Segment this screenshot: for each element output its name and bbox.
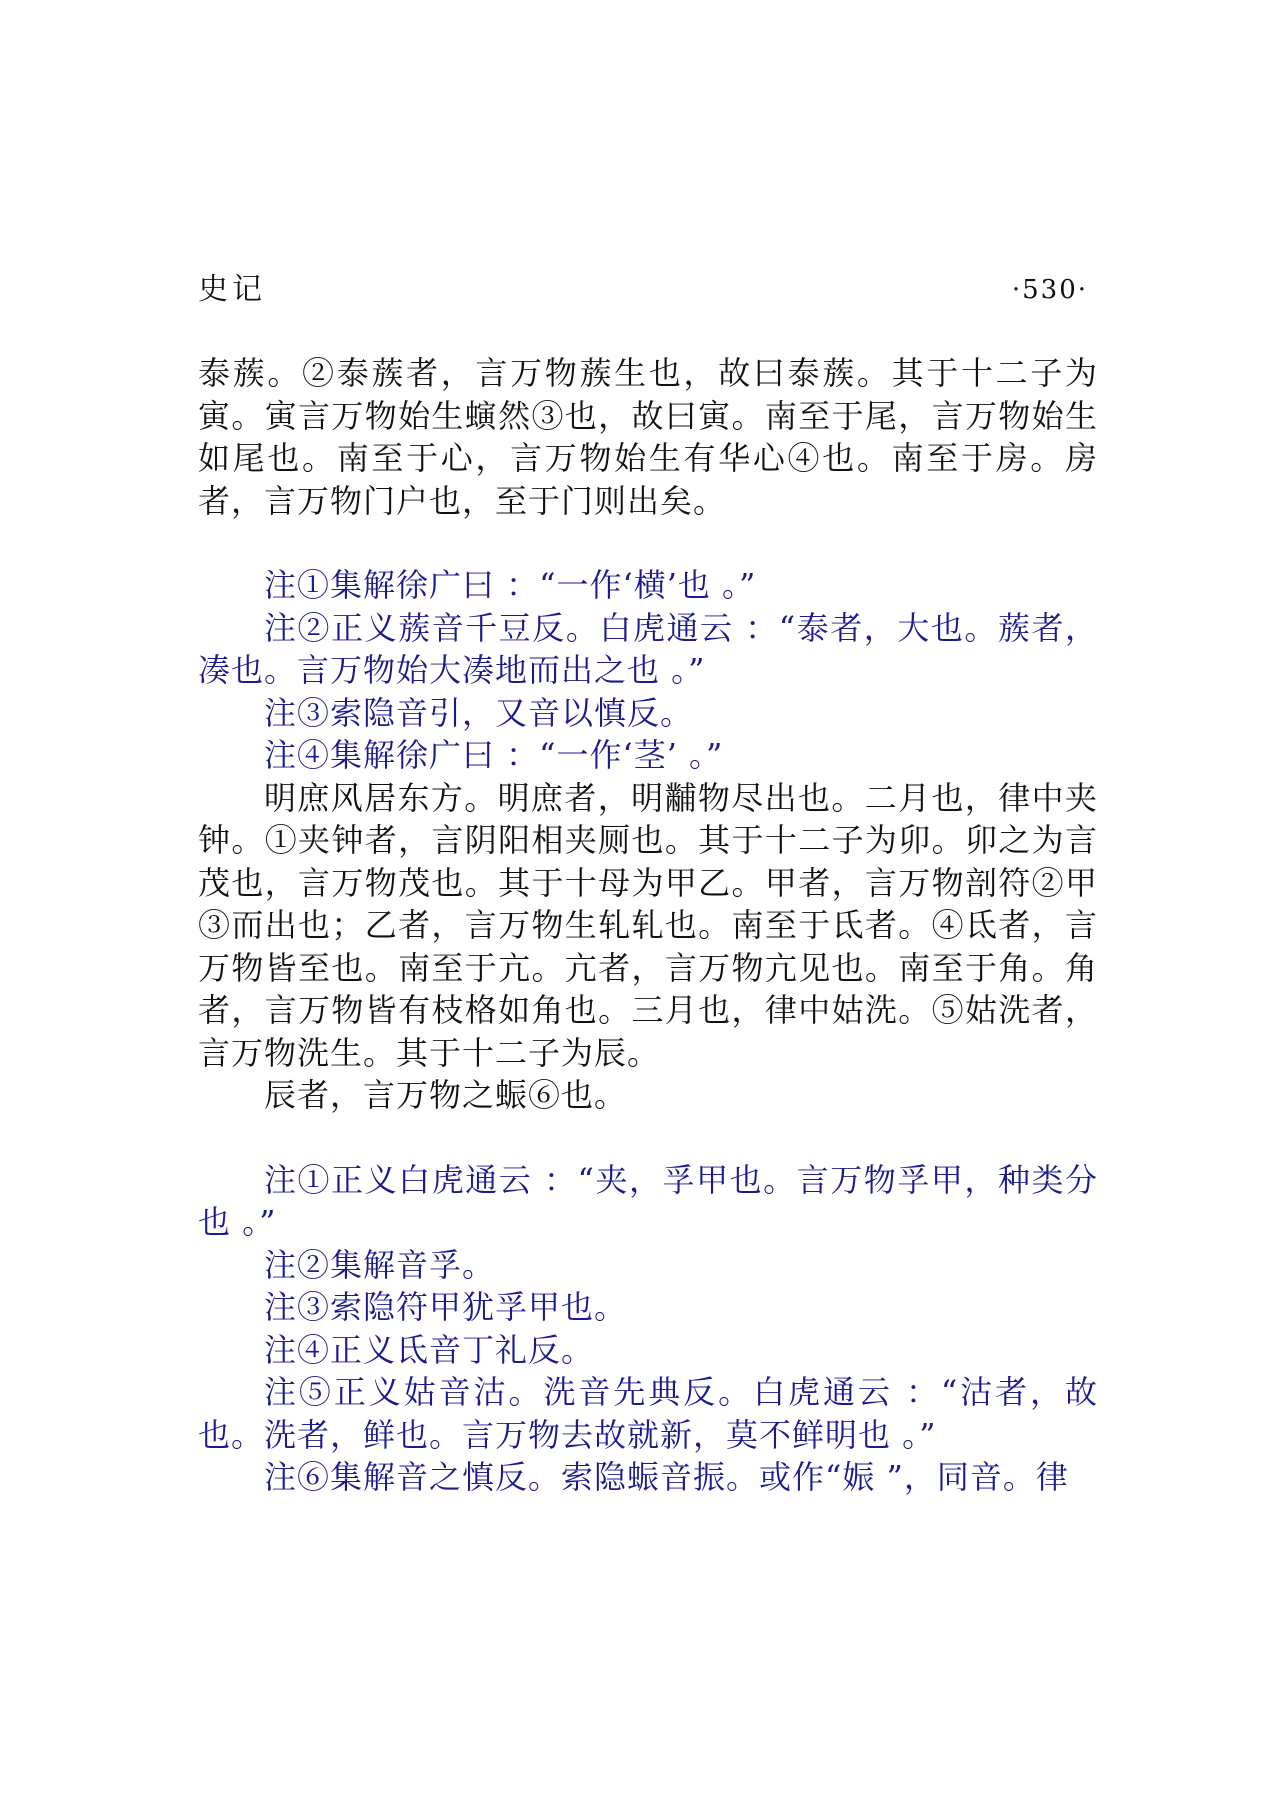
main-paragraph: 辰者，言万物之蜄⑥也。: [264, 1076, 628, 1114]
annotation-note: 注①正义白虎通云 ：“夹，孚甲也。言万物孚甲，种类分也 。”: [198, 1160, 1098, 1241]
annotation-note: 注①集解徐广曰 ：“一作‘横’也 。”: [264, 566, 757, 604]
annotation-note: 注③索隐符甲犹孚甲也。: [264, 1288, 628, 1326]
annotation-note: 注⑤正义姑音沽。洗音先典反。白虎通云 ：“沽者，故也。洗者，鲜也。言万物去故就新，莫不鲜明也 。”: [198, 1373, 1098, 1454]
annotation-note: 注③索隐音引，又音以慎反。: [264, 693, 694, 732]
annotation-note: 注②正义蔟音千豆反。白虎通云 ：“泰者，大也。蔟者，凑也。言万物始大凑地而出之也 。”: [198, 608, 1098, 689]
paragraph-gap: [198, 522, 1098, 564]
paragraph-gap: [198, 1117, 1098, 1159]
annotation-note: 注⑥集解音之慎反。索隐蜄音振。或作“娠 ”，同音。律: [264, 1458, 1069, 1496]
annotation-note: 注④正义氐音丁礼反。: [264, 1330, 595, 1369]
main-paragraph: 泰蔟。②泰蔟者，言万物蔟生也，故曰泰蔟。其于十二子为寅。寅言万物始生螾然③也，故曰寅。南至于尾，言万物始生如尾也。南至于心，言万物始生有华心④也。南至于房。房者，言万物门户也，至于门则出矣。: [198, 354, 1098, 520]
body-text: [198, 352, 1098, 1499]
running-head: [198, 268, 1088, 312]
main-paragraph: 明庶风居东方。明庶者，明黼物尽出也。二月也，律中夹钟。①夹钟者，言阴阳相夹厕也。其于十二子为卯。卯之为言茂也，言万物茂也。其于十母为甲乙。甲者，言万物剖符②甲③而出也；乙者，言万物生轧轧也。南至于氐者。④氐者，言万物皆至也。南至于亢。亢者，言万物亢见也。南至于角。角者，言万物皆有枝格如角也。三月也，律中姑洗。⑤姑洗者，言万物洗生。其于十二子为辰。: [198, 778, 1098, 1072]
annotation-note: 注④集解徐广曰 ：“一作‘茎’ 。”: [264, 736, 724, 774]
annotation-note: 注②集解音孚。: [264, 1245, 496, 1284]
book-title: 史记: [198, 272, 266, 307]
page-number: ·530·: [1011, 275, 1088, 305]
